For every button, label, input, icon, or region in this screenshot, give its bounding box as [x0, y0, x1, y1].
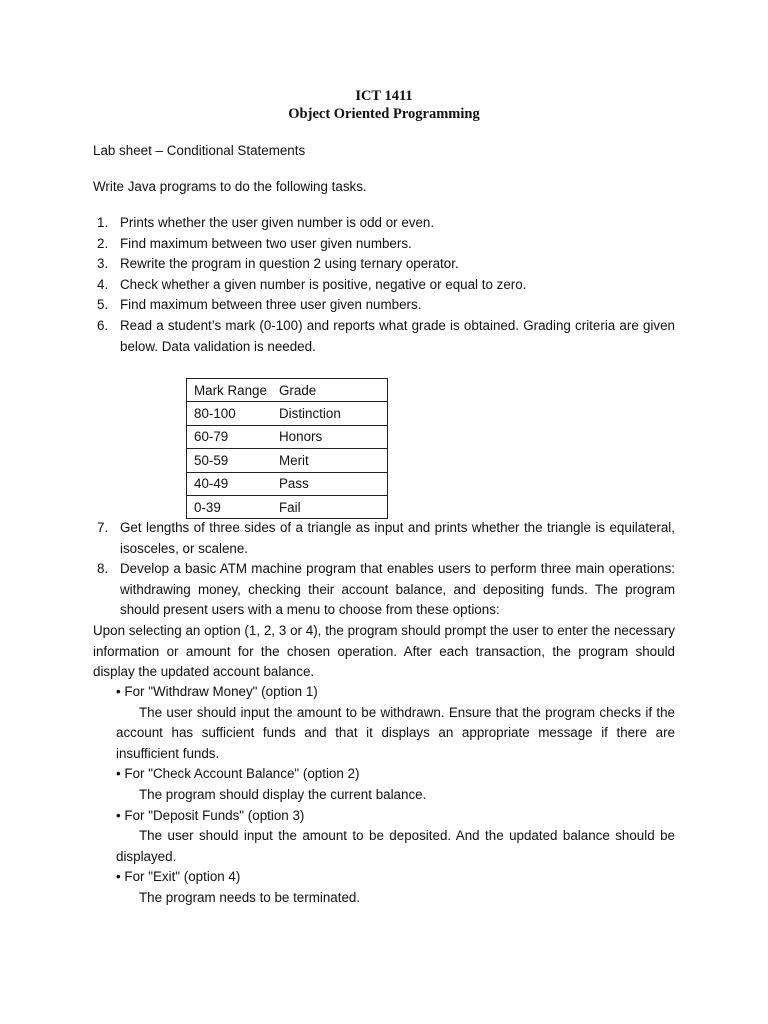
list-item — [93, 275, 675, 296]
table-row — [187, 425, 388, 448]
task-list-continued — [93, 518, 675, 621]
table-header-cell: Grade — [272, 379, 388, 402]
item-number: 5. — [97, 297, 109, 313]
option-heading: • For "Deposit Funds" (option 3) — [116, 807, 305, 823]
table-cell: Distinction — [272, 402, 388, 425]
option-heading: • For "Check Account Balance" (option 2) — [116, 766, 360, 782]
item-number: 8. — [97, 561, 109, 577]
list-item — [93, 559, 675, 621]
option-description: The user should input the amount to be deposited. And the updated balance should be displayed. — [116, 828, 675, 864]
table-cell: Honors — [272, 425, 388, 448]
table-row — [187, 449, 388, 472]
atm-option-list — [93, 682, 675, 909]
item-number: 3. — [97, 256, 109, 272]
intro-text: Write Java programs to do the following tasks. — [93, 179, 367, 194]
table-cell: Merit — [272, 449, 388, 472]
item-number: 4. — [97, 276, 109, 292]
list-item — [93, 518, 675, 559]
table-row — [187, 472, 388, 495]
list-item — [93, 295, 675, 316]
option-heading: • For "Withdraw Money" (option 1) — [116, 684, 318, 699]
item-text: Get lengths of three sides of a triangle as input and prints whether the triangle is equilateral, isosceles, or scalene. — [120, 520, 675, 556]
item-text: Prints whether the user given number is odd or even. — [120, 215, 435, 230]
item-number: 1. — [97, 215, 109, 230]
lab-sheet-subtitle: Lab sheet – Conditional Statements — [93, 143, 306, 158]
list-item — [93, 254, 675, 275]
list-item — [93, 234, 675, 255]
course-code: ICT 1411 — [355, 88, 413, 104]
option-heading: • For "Exit" (option 4) — [116, 869, 241, 885]
item-text: Find maximum between three user given numbers. — [120, 297, 422, 313]
item-text: Check whether a given number is positive, negative or equal to zero. — [120, 276, 527, 292]
table-cell: Pass — [272, 472, 388, 495]
option-description: The program needs to be terminated. — [139, 889, 361, 905]
task-list — [93, 213, 675, 357]
item-number: 2. — [97, 235, 109, 251]
item-text: Develop a basic ATM machine program that enables users to perform three main operations: withdrawing money, checking their account balance, and depositing funds. The program should present users with a menu to choose from these options: — [120, 561, 675, 618]
item-number: 6. — [97, 317, 109, 333]
table-cell: 40-49 — [187, 472, 273, 495]
option-description: The user should input the amount to be withdrawn. Ensure that the program checks if the account has sufficient funds and that it displays an appropriate message if there are insufficient funds. — [116, 704, 675, 761]
table-cell: Fail — [272, 495, 388, 518]
table-cell: 60-79 — [187, 425, 273, 448]
title-block — [0, 87, 768, 123]
item-number: 7. — [97, 520, 109, 535]
grade-table — [186, 378, 388, 519]
list-item — [93, 213, 675, 234]
item-text: Rewrite the program in question 2 using ternary operator. — [120, 256, 459, 272]
course-name: Object Oriented Programming — [288, 106, 480, 122]
table-header-row — [187, 379, 388, 402]
table-cell: 0-39 — [187, 495, 273, 518]
table-header-cell: Mark Range — [187, 379, 273, 402]
table-row — [187, 495, 388, 518]
item-text: Find maximum between two user given numbers. — [120, 235, 412, 251]
table-row — [187, 402, 388, 425]
table-cell: 80-100 — [187, 402, 273, 425]
table-cell: 50-59 — [187, 449, 273, 472]
atm-intro-paragraph: Upon selecting an option (1, 2, 3 or 4), the program should prompt the user to enter the necessary information or amount for the chosen operation. After each transaction, the program should display the updated account balance. — [93, 623, 675, 680]
option-description: The program should display the current balance. — [139, 786, 427, 802]
list-item — [93, 316, 675, 357]
item-text: Read a student’s mark (0-100) and reports what grade is obtained. Grading criteria are given below. Data validation is needed. — [120, 317, 675, 354]
